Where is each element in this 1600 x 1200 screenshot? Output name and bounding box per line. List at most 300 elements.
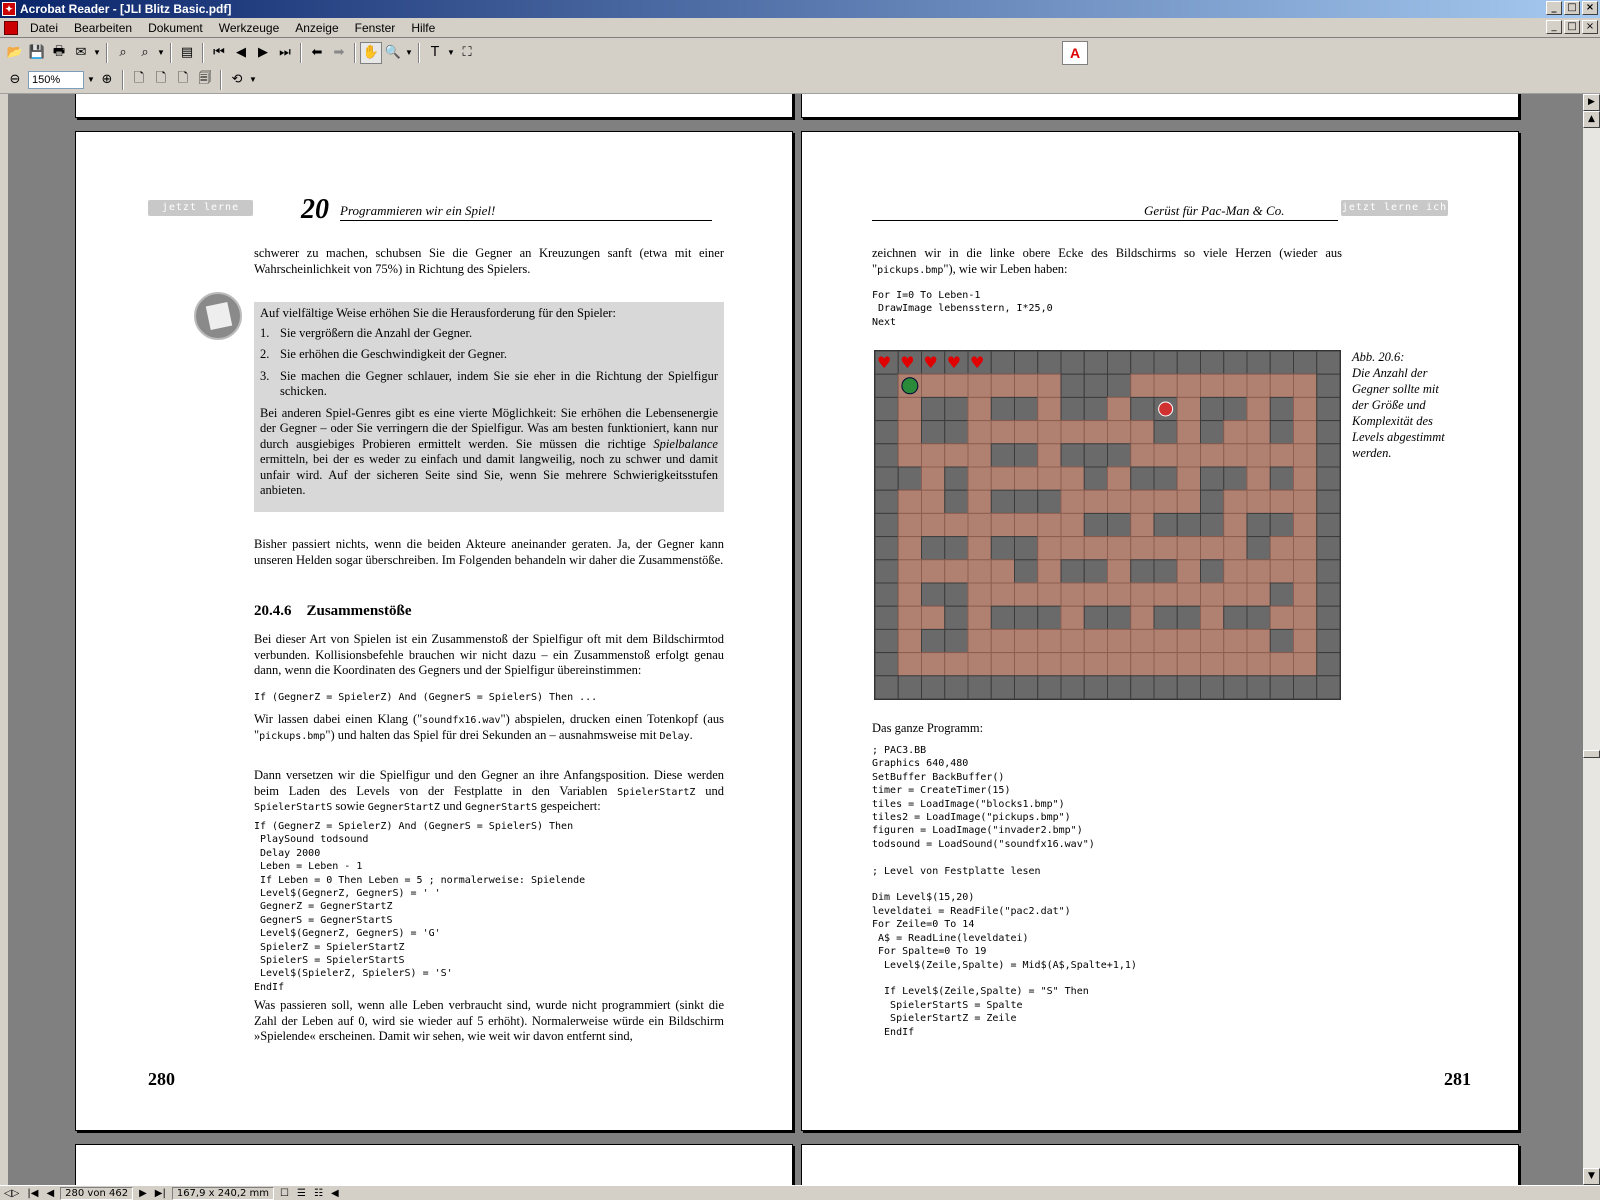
maze-wall-tile xyxy=(1317,374,1340,397)
maze-floor-tile xyxy=(1038,653,1061,676)
rotate-dropdown-icon[interactable]: ▼ xyxy=(249,75,257,84)
life-heart-icon: ♥ xyxy=(900,353,915,373)
maze-wall-tile xyxy=(1201,490,1224,513)
maze-floor-tile xyxy=(1224,537,1247,560)
menu-bar xyxy=(0,18,1600,38)
page-281 xyxy=(801,131,1519,1131)
maze-floor-tile xyxy=(922,374,945,397)
maze-floor-tile xyxy=(1108,560,1131,583)
maze-floor-tile xyxy=(1294,444,1317,467)
paragraph: zeichnen wir in die linke obere Ecke des Bildschirms so viele Herzen (wieder aus "pickups.bmp"), wie wir Leben haben: xyxy=(872,246,1342,276)
print-icon[interactable]: 🖶 xyxy=(52,43,66,59)
last-page-status-icon[interactable]: ▶| xyxy=(154,1187,166,1199)
maze-wall-tile xyxy=(1224,351,1247,374)
zoom-dropdown-icon[interactable]: ▼ xyxy=(87,75,95,84)
maze-wall-tile xyxy=(945,676,968,699)
maze-floor-tile xyxy=(1015,374,1038,397)
zoom-in-icon[interactable]: ⊕ xyxy=(101,72,113,87)
paragraph: Das ganze Programm: xyxy=(872,721,984,735)
maze-floor-tile xyxy=(945,653,968,676)
page-280 xyxy=(75,131,793,1131)
acrobat-app-icon: ✦ xyxy=(2,2,16,16)
maze-wall-tile xyxy=(1108,676,1131,699)
maze-wall-tile xyxy=(1201,467,1224,490)
maze-floor-tile xyxy=(1294,583,1317,606)
maze-floor-tile xyxy=(1177,374,1200,397)
maze-floor-tile xyxy=(1084,537,1107,560)
maze-wall-tile xyxy=(1131,351,1154,374)
maze-floor-tile xyxy=(1224,583,1247,606)
maze-floor-tile xyxy=(1294,397,1317,420)
maze-wall-tile xyxy=(945,467,968,490)
maze-floor-tile xyxy=(1247,653,1270,676)
maze-wall-tile xyxy=(1108,513,1131,536)
vertical-scrollbar[interactable] xyxy=(1583,94,1600,1185)
maze-wall-tile xyxy=(1247,676,1270,699)
maze-wall-tile xyxy=(991,444,1014,467)
maze-wall-tile xyxy=(1270,421,1293,444)
maze-floor-tile xyxy=(898,560,921,583)
maze-floor-tile xyxy=(1015,629,1038,652)
maze-floor-tile xyxy=(1131,421,1154,444)
maze-floor-tile xyxy=(1177,421,1200,444)
maze-wall-tile xyxy=(1154,676,1177,699)
maze-wall-tile xyxy=(1270,629,1293,652)
maze-floor-tile xyxy=(922,467,945,490)
sidebar-toggle-icon[interactable]: ◁▷ xyxy=(4,1187,20,1199)
maze-wall-tile xyxy=(1317,606,1340,629)
life-heart-icon: ♥ xyxy=(946,353,962,373)
previous-page-icon[interactable]: ◀ xyxy=(236,45,246,60)
code-block: ; PAC3.BB Graphics 640,480 SetBuffer BackBuffer() timer = CreateTimer(15) tiles = LoadImage("blocks1.bmp") tiles2 = LoadImage("pickups.bmp") figuren = LoadImage("invader2.bmp") todsound = LoadSound("soundfx16.wav") ; Level von Festplatte lesen Dim Level$(15,20) leveldatei = ReadFile("pac2.dat") For Zeile=0 To 14 A$ = ReadLine(leveldatei) For Spalte=0 To 19 Level$(Zeile,Spalte) = Mid$(A$,Spalte+1,1) If Level$(Zeile,Spalte) = "S" Then SpielerStartS = Spalte SpielerStartZ = Zeile EndIf xyxy=(872,745,1137,1038)
maze-wall-tile xyxy=(1084,513,1107,536)
maze-floor-tile xyxy=(1247,583,1270,606)
maze-floor-tile xyxy=(1131,374,1154,397)
scroll-down-arrow-icon[interactable]: ▼ xyxy=(1583,1168,1600,1185)
close-button[interactable]: × xyxy=(1582,1,1598,15)
maze-wall-tile xyxy=(1061,560,1084,583)
maze-floor-tile xyxy=(1177,583,1200,606)
maze-wall-tile xyxy=(1154,606,1177,629)
adobe-logo-icon[interactable]: A xyxy=(1062,41,1088,65)
maze-floor-tile xyxy=(1224,374,1247,397)
maze-wall-tile xyxy=(922,397,945,420)
maze-floor-tile xyxy=(1270,537,1293,560)
maze-wall-tile xyxy=(1317,444,1340,467)
maximize-button[interactable]: □ xyxy=(1564,1,1580,15)
last-page-icon[interactable]: ⏭ xyxy=(279,45,291,60)
first-page-status-icon[interactable]: |◀ xyxy=(27,1187,39,1199)
maze-wall-tile xyxy=(1317,560,1340,583)
minimize-button[interactable]: _ xyxy=(1546,1,1562,15)
maze-wall-tile xyxy=(1154,421,1177,444)
maze-floor-tile xyxy=(1131,629,1154,652)
maze-floor-tile xyxy=(1177,629,1200,652)
maze-wall-tile xyxy=(1247,537,1270,560)
maze-floor-tile xyxy=(1270,374,1293,397)
maze-floor-tile xyxy=(1131,653,1154,676)
maze-floor-tile xyxy=(1224,490,1247,513)
maze-wall-tile xyxy=(945,537,968,560)
maze-floor-tile xyxy=(1294,421,1317,444)
maze-wall-tile xyxy=(1247,351,1270,374)
zoom-tool-dropdown-icon[interactable]: ▼ xyxy=(405,48,413,57)
maze-floor-tile xyxy=(1201,537,1224,560)
search-dropdown-icon[interactable]: ▼ xyxy=(157,48,165,57)
maze-floor-tile xyxy=(898,583,921,606)
maze-floor-tile xyxy=(945,560,968,583)
maze-wall-tile xyxy=(1084,397,1107,420)
maze-wall-tile xyxy=(1317,397,1340,420)
save-icon[interactable]: 💾 xyxy=(28,45,46,60)
maze-wall-tile xyxy=(1015,397,1038,420)
maze-wall-tile xyxy=(1015,676,1038,699)
maze-floor-tile xyxy=(945,444,968,467)
tip-paragraph: Bei anderen Spiel-Genres gibt es eine vierte Möglichkeit: Sie erhöhen die Lebensenergie der Gegner – oder Sie verringern die der Spielfigur. Was am besten funktioniert, kann nur durch ausgiebiges Probieren ermittelt werden. Sie müssen die richtige Spielbalance ermitteln, bei der es weder zu einfach und damit langweilig, noch zu schwer und damit unfair wird. Auf der sicheren Seite sind Sie, wenn Sie mehrere Schwierigkeitsstufen anbieten. xyxy=(260,405,718,497)
maze-wall-tile xyxy=(875,421,898,444)
fit-page-icon[interactable]: 🗋 xyxy=(155,70,167,86)
maze-wall-tile xyxy=(875,629,898,652)
maze-floor-tile xyxy=(1177,560,1200,583)
maze-wall-tile xyxy=(1270,513,1293,536)
maze-floor-tile xyxy=(1224,444,1247,467)
maze-floor-tile xyxy=(1061,537,1084,560)
maze-floor-tile xyxy=(991,513,1014,536)
maze-floor-tile xyxy=(1270,606,1293,629)
open-icon[interactable]: 📂 xyxy=(6,45,24,60)
maze-wall-tile xyxy=(1201,676,1224,699)
maze-floor-tile xyxy=(1131,513,1154,536)
title-bar xyxy=(0,0,1600,18)
continuous-facing-icon[interactable]: ☷ xyxy=(313,1187,323,1199)
list-item: 2. Sie erhöhen die Geschwindigkeit der Gegner. xyxy=(260,347,508,361)
maze-wall-tile xyxy=(1317,653,1340,676)
maze-wall-tile xyxy=(1201,513,1224,536)
maze-wall-tile xyxy=(991,676,1014,699)
maze-floor-tile xyxy=(1084,653,1107,676)
maze-floor-tile xyxy=(1154,490,1177,513)
maze-floor-tile xyxy=(1038,629,1061,652)
maze-wall-tile xyxy=(875,490,898,513)
scroll-left-arrow-icon[interactable]: ◀ xyxy=(330,1187,339,1199)
maze-wall-tile xyxy=(875,513,898,536)
actual-size-icon[interactable]: 🗋 xyxy=(133,70,145,86)
email-dropdown-icon[interactable]: ▼ xyxy=(93,48,101,57)
maze-wall-tile xyxy=(1084,560,1107,583)
maze-wall-tile xyxy=(898,467,921,490)
maze-floor-tile xyxy=(968,606,991,629)
maze-floor-tile xyxy=(1224,629,1247,652)
back-icon[interactable]: ⬅ xyxy=(311,45,323,60)
document-area[interactable] xyxy=(0,94,1583,1185)
fit-visible-icon[interactable]: 🗐 xyxy=(198,70,212,86)
maze-wall-tile xyxy=(1015,537,1038,560)
maze-floor-tile xyxy=(1038,560,1061,583)
text-select-icon[interactable]: T xyxy=(431,45,439,60)
maze-wall-tile xyxy=(1038,606,1061,629)
navigation-pane-icon[interactable]: ▤ xyxy=(180,45,194,60)
maze-floor-tile xyxy=(968,653,991,676)
maze-floor-tile xyxy=(968,444,991,467)
menu-fenster[interactable]: Fenster xyxy=(354,20,396,35)
maze-floor-tile xyxy=(1224,560,1247,583)
page-number: 281 xyxy=(1444,1069,1471,1089)
next-page-icon[interactable]: ▶ xyxy=(258,45,268,60)
doc-close-button[interactable]: × xyxy=(1582,20,1598,34)
maze-wall-tile xyxy=(875,537,898,560)
maze-wall-tile xyxy=(1015,444,1038,467)
maze-wall-tile xyxy=(922,583,945,606)
maze-floor-tile xyxy=(1084,583,1107,606)
maze-floor-tile xyxy=(922,560,945,583)
status-bar xyxy=(0,1185,1600,1200)
hand-tool-icon[interactable]: ✋ xyxy=(360,42,382,64)
document-icon[interactable] xyxy=(4,21,18,35)
maze-wall-tile xyxy=(1317,467,1340,490)
menu-bearbeiten[interactable]: Bearbeiten xyxy=(74,20,133,35)
maze-floor-tile xyxy=(1015,583,1038,606)
maze-floor-tile xyxy=(1015,467,1038,490)
maze-floor-tile xyxy=(1131,490,1154,513)
maze-wall-tile xyxy=(1154,560,1177,583)
paragraph: schwerer zu machen, schubsen Sie die Gegner an Kreuzungen sanft (etwa mit einer Wahrscheinlichkeit von 75%) in Richtung des Spielers. xyxy=(254,246,724,276)
maze-wall-tile xyxy=(1317,490,1340,513)
maze-wall-tile xyxy=(1294,351,1317,374)
maze-floor-tile xyxy=(1038,374,1061,397)
next-right-page xyxy=(801,1144,1519,1185)
email-icon[interactable]: ✉ xyxy=(75,45,87,60)
single-page-icon[interactable]: ☐ xyxy=(280,1187,289,1199)
maze-wall-tile xyxy=(1177,351,1200,374)
main-toolbar xyxy=(0,39,1600,67)
maze-floor-tile xyxy=(1038,397,1061,420)
maze-wall-tile xyxy=(1108,444,1131,467)
maze-floor-tile xyxy=(1247,467,1270,490)
maze-floor-tile xyxy=(1084,421,1107,444)
maze-floor-tile xyxy=(1201,606,1224,629)
maze-wall-tile xyxy=(875,374,898,397)
maze-floor-tile xyxy=(1015,653,1038,676)
maze-floor-tile xyxy=(1154,444,1177,467)
maze-wall-tile xyxy=(875,444,898,467)
maze-floor-tile xyxy=(898,421,921,444)
maze-wall-tile xyxy=(945,490,968,513)
tip-box xyxy=(254,302,724,512)
view-toolbar xyxy=(0,66,1600,94)
maze-floor-tile xyxy=(1108,421,1131,444)
zoom-tool-icon[interactable]: 🔍 xyxy=(384,45,402,60)
rotate-view-icon[interactable]: ⟲ xyxy=(231,72,243,87)
maze-wall-tile xyxy=(968,676,991,699)
maze-floor-tile xyxy=(1108,490,1131,513)
header-rule xyxy=(340,220,712,221)
chapter-number: 20 xyxy=(301,194,329,225)
scroll-up-arrow-icon[interactable]: ▲ xyxy=(1583,111,1600,128)
fit-width-icon[interactable]: 🗋 xyxy=(177,70,189,86)
maze-floor-tile xyxy=(1038,421,1061,444)
maze-floor-tile xyxy=(968,467,991,490)
maze-floor-tile xyxy=(968,374,991,397)
paragraph: Bei dieser Art von Spielen ist ein Zusammenstoß der Spielfigur oft mit dem Bildschirmtod verbunden. Kollisionsbefehle brauchen wir nicht dazu – ein Zusammenstoß erfolgt genau dann, wenn die Koordinaten des Gegners und der Spielfigur übereinstimmen: xyxy=(254,632,724,677)
maze-floor-tile xyxy=(968,421,991,444)
maze-wall-tile xyxy=(945,397,968,420)
maze-floor-tile xyxy=(1061,467,1084,490)
maze-wall-tile xyxy=(922,421,945,444)
maze-wall-tile xyxy=(945,421,968,444)
maze-floor-tile xyxy=(922,490,945,513)
maze-wall-tile xyxy=(991,351,1014,374)
maze-wall-tile xyxy=(1108,351,1131,374)
maze-floor-tile xyxy=(1224,421,1247,444)
maze-floor-tile xyxy=(1270,653,1293,676)
maze-floor-tile xyxy=(991,653,1014,676)
series-chip: jetzt lerne ich xyxy=(148,200,253,216)
maze-wall-tile xyxy=(1061,397,1084,420)
maze-floor-tile xyxy=(1294,374,1317,397)
maze-floor-tile xyxy=(968,560,991,583)
previous-page-status-icon[interactable]: ◀ xyxy=(46,1187,55,1199)
maze-wall-tile xyxy=(991,490,1014,513)
doc-restore-button[interactable]: □ xyxy=(1564,20,1580,34)
maze-floor-tile xyxy=(898,537,921,560)
maze-floor-tile xyxy=(1294,606,1317,629)
maze-wall-tile xyxy=(1061,374,1084,397)
maze-wall-tile xyxy=(1224,606,1247,629)
maze-wall-tile xyxy=(1317,583,1340,606)
maze-wall-tile xyxy=(1247,606,1270,629)
maze-floor-tile xyxy=(1247,560,1270,583)
previous-right-page xyxy=(801,94,1519,118)
window-title: Acrobat Reader - [JLI Blitz Basic.pdf] xyxy=(20,2,232,16)
maze-floor-tile xyxy=(968,629,991,652)
maze-floor-tile xyxy=(1294,490,1317,513)
figure-caption: Abb. 20.6: Die Anzahl der Gegner sollte mit der Größe und Komplexität des Levels abgestimmt werden. xyxy=(1352,350,1445,460)
maze-wall-tile xyxy=(1317,513,1340,536)
maze-floor-tile xyxy=(1201,629,1224,652)
maze-floor-tile xyxy=(1038,513,1061,536)
menu-hilfe[interactable]: Hilfe xyxy=(411,20,436,35)
maze-floor-tile xyxy=(1108,467,1131,490)
maze-floor-tile xyxy=(991,374,1014,397)
continuous-icon[interactable]: ☰ xyxy=(297,1187,306,1199)
maze-floor-tile xyxy=(968,397,991,420)
maze-wall-tile xyxy=(1317,676,1340,699)
maze-wall-tile xyxy=(1038,676,1061,699)
maze-wall-tile xyxy=(1317,629,1340,652)
maze-floor-tile xyxy=(1131,444,1154,467)
maze-floor-tile xyxy=(945,513,968,536)
chapter-title: Programmieren wir ein Spiel! xyxy=(340,203,496,218)
scroll-thumb[interactable] xyxy=(1583,750,1600,758)
maze-wall-tile xyxy=(1084,444,1107,467)
maze-floor-tile xyxy=(1108,583,1131,606)
maze-wall-tile xyxy=(1177,513,1200,536)
maze-wall-tile xyxy=(1317,537,1340,560)
maze-floor-tile xyxy=(1294,537,1317,560)
page-size: 167,9 x 240,2 mm xyxy=(172,1187,274,1200)
snapshot-icon[interactable]: ⛶ xyxy=(462,45,472,60)
maze-wall-tile xyxy=(1131,397,1154,420)
maze-floor-tile xyxy=(1061,490,1084,513)
chapter-section-title: Gerüst für Pac-Man & Co. xyxy=(1144,203,1285,218)
menu-anzeige[interactable]: Anzeige xyxy=(295,20,339,35)
maze-wall-tile xyxy=(875,467,898,490)
forward-icon[interactable]: ➡ xyxy=(333,45,345,60)
maze-wall-tile xyxy=(1084,467,1107,490)
maze-floor-tile xyxy=(922,606,945,629)
maze-floor-tile xyxy=(1294,467,1317,490)
maze-floor-tile xyxy=(1131,537,1154,560)
maze-floor-tile xyxy=(922,513,945,536)
maze-floor-tile xyxy=(1108,629,1131,652)
maze-floor-tile xyxy=(1177,397,1200,420)
maze-wall-tile xyxy=(1177,676,1200,699)
first-page-icon[interactable]: ⏮ xyxy=(213,45,225,60)
maze-floor-tile xyxy=(1038,444,1061,467)
menu-datei[interactable]: Datei xyxy=(30,20,59,35)
maze-floor-tile xyxy=(1224,513,1247,536)
maze-wall-tile xyxy=(1224,676,1247,699)
maze-wall-tile xyxy=(1084,351,1107,374)
game-screenshot xyxy=(874,350,1341,700)
next-left-page xyxy=(75,1144,793,1185)
maze-wall-tile xyxy=(1201,397,1224,420)
tip-list xyxy=(260,326,718,400)
maze-wall-tile xyxy=(1108,606,1131,629)
search-icon[interactable]: ⌕ xyxy=(119,45,127,60)
maze-floor-tile xyxy=(1131,583,1154,606)
doc-minimize-button[interactable]: _ xyxy=(1546,20,1562,34)
paragraph: Bisher passiert nichts, wenn die beiden Akteure aneinander geraten. Ja, der Gegner kann unseren Helden sogar überschreiben. Im Folgenden behandeln wir daher die Zusammenstöße. xyxy=(254,537,724,567)
maze-wall-tile xyxy=(1015,560,1038,583)
maze-wall-tile xyxy=(1201,421,1224,444)
maze-floor-tile xyxy=(1201,653,1224,676)
maze-floor-tile xyxy=(1294,560,1317,583)
maze-wall-tile xyxy=(1317,351,1340,374)
maze-wall-tile xyxy=(1131,676,1154,699)
maze-floor-tile xyxy=(922,444,945,467)
maze-floor-tile xyxy=(1247,444,1270,467)
maze-floor-tile xyxy=(1270,490,1293,513)
maze-wall-tile xyxy=(922,537,945,560)
search-advanced-icon[interactable]: ⌕ xyxy=(141,45,149,60)
scroll-right-arrow-icon[interactable]: ▶ xyxy=(1583,94,1600,111)
maze-wall-tile xyxy=(875,676,898,699)
maze-floor-tile xyxy=(1247,397,1270,420)
maze-floor-tile xyxy=(898,653,921,676)
text-select-dropdown-icon[interactable]: ▼ xyxy=(447,48,455,57)
code-block: If (GegnerZ = SpielerZ) And (GegnerS = SpielerS) Then PlaySound todsound Delay 2000 Leben = Leben - 1 If Leben = 0 Then Leben = 5 ; normalerweise: Spielende Level$(GegnerZ, GegnerS) = ' ' GegnerZ = GegnerStartZ GegnerS = GegnerStartS Level$(GegnerZ, GegnerS) = 'G' SpielerZ = SpielerStartZ SpielerS = SpielerStartS Level$(SpielerZ, SpielerS) = 'S' EndIf xyxy=(254,821,586,993)
paragraph: Dann versetzen wir die Spielfigur und den Gegner an ihre Anfangsposition. Diese werden beim Laden des Levels von der Festplatte in den Variablen SpielerStartZ und SpielerStartS sowie GegnerStartZ und GegnerStartS gespeichert: xyxy=(254,768,725,813)
maze-floor-tile xyxy=(991,583,1014,606)
maze-floor-tile xyxy=(1270,444,1293,467)
maze-wall-tile xyxy=(1108,374,1131,397)
page-indicator[interactable]: 280 von 462 xyxy=(60,1187,133,1200)
zoom-out-icon[interactable]: ⊖ xyxy=(9,72,21,87)
maze-floor-tile xyxy=(1061,653,1084,676)
menu-dokument[interactable]: Dokument xyxy=(148,20,203,35)
next-page-status-icon[interactable]: ▶ xyxy=(139,1187,147,1199)
maze-wall-tile xyxy=(898,676,921,699)
maze-floor-tile xyxy=(1108,537,1131,560)
maze-wall-tile xyxy=(1294,676,1317,699)
menu-werkzeuge[interactable]: Werkzeuge xyxy=(218,20,280,35)
maze-wall-tile xyxy=(1201,560,1224,583)
zoom-input[interactable] xyxy=(28,71,84,89)
maze-floor-tile xyxy=(1270,560,1293,583)
navigation-tab-strip[interactable] xyxy=(0,94,9,1185)
maze-floor-tile xyxy=(1224,653,1247,676)
